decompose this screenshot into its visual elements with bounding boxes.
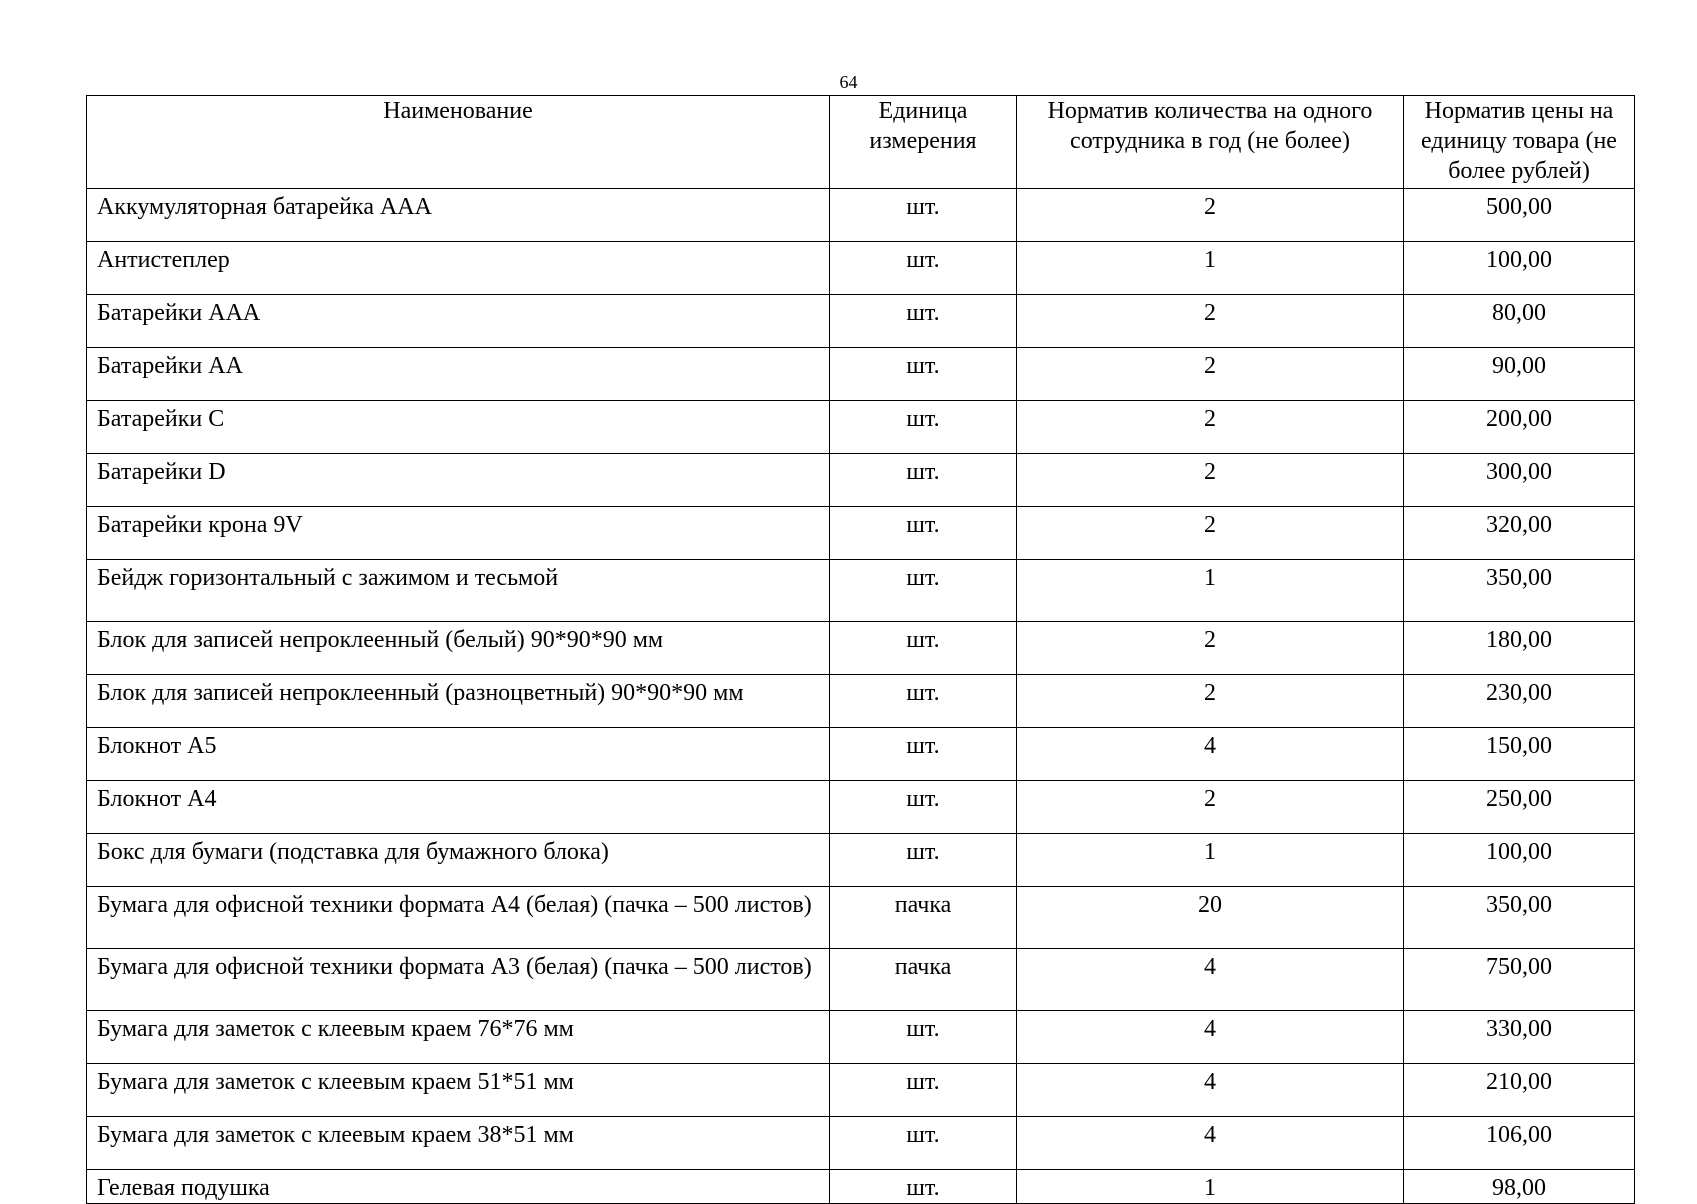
row-unit: шт. bbox=[830, 507, 1017, 560]
row-qty: 1 bbox=[1017, 560, 1404, 622]
row-unit: шт. bbox=[830, 560, 1017, 622]
row-price: 500,00 bbox=[1404, 189, 1635, 242]
table-row bbox=[87, 242, 1635, 295]
row-price: 300,00 bbox=[1404, 454, 1635, 507]
row-price: 750,00 bbox=[1404, 949, 1635, 1011]
row-price: 90,00 bbox=[1404, 348, 1635, 401]
row-unit: шт. bbox=[830, 189, 1017, 242]
table-row bbox=[87, 834, 1635, 887]
row-name: Бумага для заметок с клеевым краем 38*51 мм bbox=[87, 1117, 830, 1170]
row-qty: 4 bbox=[1017, 1117, 1404, 1170]
table-row bbox=[87, 401, 1635, 454]
row-name: Батарейки С bbox=[87, 401, 830, 454]
row-unit: шт. bbox=[830, 1170, 1017, 1204]
row-name: Блокнот А4 bbox=[87, 781, 830, 834]
row-price: 150,00 bbox=[1404, 728, 1635, 781]
row-price: 100,00 bbox=[1404, 834, 1635, 887]
row-unit: шт. bbox=[830, 622, 1017, 675]
norms-table bbox=[86, 95, 1635, 1204]
row-qty: 4 bbox=[1017, 949, 1404, 1011]
row-unit: шт. bbox=[830, 295, 1017, 348]
header-price: Норматив цены на единицу товара (не более рублей) bbox=[1404, 96, 1635, 189]
row-unit: шт. bbox=[830, 401, 1017, 454]
row-name: Аккумуляторная батарейка AAA bbox=[87, 189, 830, 242]
table-row bbox=[87, 781, 1635, 834]
row-unit: шт. bbox=[830, 1117, 1017, 1170]
row-qty: 2 bbox=[1017, 401, 1404, 454]
row-price: 350,00 bbox=[1404, 560, 1635, 622]
row-qty: 2 bbox=[1017, 189, 1404, 242]
table-row bbox=[87, 1064, 1635, 1117]
row-unit: шт. bbox=[830, 675, 1017, 728]
row-price: 200,00 bbox=[1404, 401, 1635, 454]
row-qty: 4 bbox=[1017, 728, 1404, 781]
row-qty: 20 bbox=[1017, 887, 1404, 949]
table-row bbox=[87, 728, 1635, 781]
row-unit: шт. bbox=[830, 348, 1017, 401]
row-price: 106,00 bbox=[1404, 1117, 1635, 1170]
row-price: 98,00 bbox=[1404, 1170, 1635, 1204]
table-row bbox=[87, 1170, 1635, 1204]
row-name: Батарейки D bbox=[87, 454, 830, 507]
row-name: Гелевая подушка bbox=[87, 1170, 830, 1204]
row-qty: 2 bbox=[1017, 348, 1404, 401]
row-unit: шт. bbox=[830, 1011, 1017, 1064]
row-price: 320,00 bbox=[1404, 507, 1635, 560]
row-name: Бумага для заметок с клеевым краем 51*51 мм bbox=[87, 1064, 830, 1117]
table-row bbox=[87, 348, 1635, 401]
row-name: Блок для записей непроклеенный (разноцветный) 90*90*90 мм bbox=[87, 675, 830, 728]
table-header-row bbox=[87, 96, 1635, 189]
row-name: Батарейки крона 9V bbox=[87, 507, 830, 560]
row-price: 210,00 bbox=[1404, 1064, 1635, 1117]
row-name: Блокнот А5 bbox=[87, 728, 830, 781]
row-qty: 4 bbox=[1017, 1011, 1404, 1064]
row-unit: шт. bbox=[830, 781, 1017, 834]
row-price: 80,00 bbox=[1404, 295, 1635, 348]
table-row bbox=[87, 675, 1635, 728]
table-row bbox=[87, 1117, 1635, 1170]
row-qty: 2 bbox=[1017, 507, 1404, 560]
row-unit: шт. bbox=[830, 454, 1017, 507]
row-qty: 2 bbox=[1017, 675, 1404, 728]
row-name: Блок для записей непроклеенный (белый) 90*90*90 мм bbox=[87, 622, 830, 675]
row-price: 230,00 bbox=[1404, 675, 1635, 728]
row-qty: 2 bbox=[1017, 622, 1404, 675]
row-qty: 2 bbox=[1017, 781, 1404, 834]
row-price: 180,00 bbox=[1404, 622, 1635, 675]
row-unit: шт. bbox=[830, 242, 1017, 295]
row-qty: 2 bbox=[1017, 454, 1404, 507]
row-qty: 1 bbox=[1017, 1170, 1404, 1204]
table-row bbox=[87, 189, 1635, 242]
row-price: 100,00 bbox=[1404, 242, 1635, 295]
row-unit: пачка bbox=[830, 887, 1017, 949]
header-name: Наименование bbox=[87, 96, 830, 189]
row-name: Бумага для заметок с клеевым краем 76*76 мм bbox=[87, 1011, 830, 1064]
table-row bbox=[87, 1011, 1635, 1064]
table-row bbox=[87, 454, 1635, 507]
row-unit: пачка bbox=[830, 949, 1017, 1011]
row-unit: шт. bbox=[830, 1064, 1017, 1117]
row-name: Бокс для бумаги (подставка для бумажного блока) bbox=[87, 834, 830, 887]
row-unit: шт. bbox=[830, 834, 1017, 887]
table-row bbox=[87, 295, 1635, 348]
row-qty: 1 bbox=[1017, 242, 1404, 295]
header-qty: Норматив количества на одного сотрудника в год (не более) bbox=[1017, 96, 1404, 189]
row-name: Батарейки ААА bbox=[87, 295, 830, 348]
row-name: Батарейки АА bbox=[87, 348, 830, 401]
row-name: Антистеплер bbox=[87, 242, 830, 295]
table-row bbox=[87, 949, 1635, 1011]
header-unit: Единица измерения bbox=[830, 96, 1017, 189]
row-price: 250,00 bbox=[1404, 781, 1635, 834]
row-qty: 1 bbox=[1017, 834, 1404, 887]
row-name: Бумага для офисной техники формата А4 (белая) (пачка – 500 листов) bbox=[87, 887, 830, 949]
table-row bbox=[87, 507, 1635, 560]
row-name: Бумага для офисной техники формата А3 (белая) (пачка – 500 листов) bbox=[87, 949, 830, 1011]
row-name: Бейдж горизонтальный с зажимом и тесьмой bbox=[87, 560, 830, 622]
row-price: 350,00 bbox=[1404, 887, 1635, 949]
table-row bbox=[87, 622, 1635, 675]
row-unit: шт. bbox=[830, 728, 1017, 781]
row-qty: 2 bbox=[1017, 295, 1404, 348]
table-row bbox=[87, 887, 1635, 949]
row-qty: 4 bbox=[1017, 1064, 1404, 1117]
page-number: 64 bbox=[839, 72, 858, 92]
table-row bbox=[87, 560, 1635, 622]
row-price: 330,00 bbox=[1404, 1011, 1635, 1064]
